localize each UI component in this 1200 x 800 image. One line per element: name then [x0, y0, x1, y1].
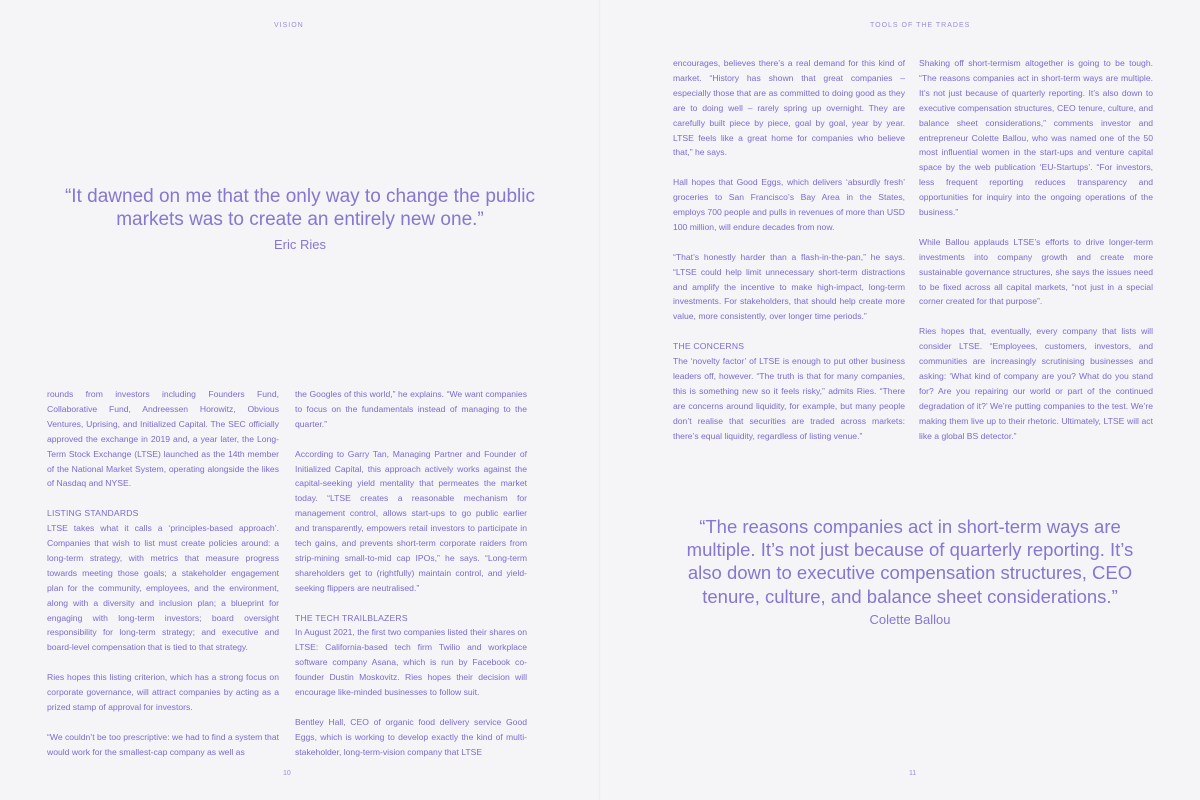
right-page	[600, 0, 1200, 800]
section-heading: THE CONCERNS	[673, 341, 745, 352]
text-column-1	[673, 56, 905, 444]
text-column-2	[919, 56, 1153, 444]
pull-quote	[40, 186, 560, 255]
body-paragraph: “We couldn’t be too prescriptive: we had to find a system that would work for the smallest-cap company as well as	[47, 731, 279, 757]
body-paragraph: the Googles of this world,” he explains. “We want companies to focus on the fundamentals instead of managing to the quarter.”	[295, 389, 527, 429]
pull-quote-author: Colette Ballou	[869, 611, 951, 627]
body-paragraph: The ‘novelty factor’ of LTSE is enough to put other business leaders off, however. “The truth is that for many companies, this is something new so it feels risky,” admits Ries. “There are concerns around liquidity, for example, but many people don’t realise that securities are traded across markets: there’s equal liquidity, regardless of listing venue.”	[673, 356, 905, 441]
body-paragraph: Bentley Hall, CEO of organic food delivery service Good Eggs, which is working to develop exactly the kind of multi-stakeholder, long-term-vision company that LTSE	[295, 716, 527, 757]
running-head: VISION	[274, 22, 304, 29]
running-head: TOOLS OF THE TRADES	[870, 22, 971, 29]
body-paragraph: Hall hopes that Good Eggs, which delivers ‘absurdly fresh’ groceries to San Francisco’s Bay Area in the States, employs 700 people and pulls in revenues of more than USD 100 million, will endure decades from now.	[673, 177, 905, 232]
text-column-2	[295, 387, 527, 760]
body-paragraph: LTSE takes what it calls a ‘principles-based approach’. Companies that wish to list must create policies around: a long-term strategy, with metrics that measure progress towards meeting those goals; a stakeholder engagement plan for the community, employees, and the environment, along with a diversity and inclusion plan; a blueprint for engaging with long-term investors; board oversight responsibility for long-term strategy; and executive and board-level compensation that is tied to that strategy.	[47, 523, 279, 653]
body-paragraph: According to Garry Tan, Managing Partner and Founder of Initialized Capital, this approach actively works against the capital-seeking yield mentality that permeates the market today. “LTSE creates a reasonable mechanism for management control, allows start-ups to go public earlier and transparently, empowers retail investors to participate in tech gains, and prevents short-term corporate raiders from strip-mining small-to-mid cap IPOs,” he says. “Long-term shareholders get to (rightfully) maintain control, and yield-seeking flippers are neutralised.”	[295, 448, 527, 593]
pull-quote	[670, 515, 1150, 630]
pull-quote-text: “The reasons companies act in short-term ways are multiple. It’s not just because of quarterly reporting. It’s also down to executive compensation structures, CEO tenure, culture, and balance sheet considerations.”	[686, 516, 1134, 607]
body-paragraph: Ries hopes that, eventually, every company that lists will consider LTSE. “Employees, customers, investors, and communities are increasingly scrutinising businesses and asking: ‘What kind of company are you? What do you stand for? Are you repairing our world or part of the continued degradation of it?’ We’re putting companies to the test. We’re making them live up to their rhetoric. Ultimately, LTSE will act like a global BS detector.”	[919, 326, 1153, 441]
section-heading: THE TECH TRAILBLAZERS	[295, 612, 408, 623]
text-column-1	[47, 387, 279, 760]
body-paragraph: encourages, believes there’s a real demand for this kind of market. “History has shown that great companies – especially those that are as committed to doing good as they are to doing well – rarely spring up overnight. They are carefully built piece by piece, goal by goal, year by year. LTSE feels like a great home for companies who believe that,” he says.	[673, 58, 905, 158]
page-number: 10	[283, 770, 291, 777]
page-number: 11	[909, 770, 917, 777]
body-paragraph: Ries hopes this listing criterion, which has a strong focus on corporate governance, will attract companies by acting as a prized stamp of approval for investors.	[47, 672, 279, 712]
pull-quote-author: Eric Ries	[273, 237, 326, 252]
body-paragraph: In August 2021, the first two companies listed their shares on LTSE: California-based tech firm Twilio and workplace software company Asana, which is run by Facebook co-founder Dustin Moskovitz. Ries hopes their decision will encourage like-minded businesses to follow suit.	[295, 627, 527, 698]
body-paragraph: “That’s honestly harder than a flash-in-the-pan,” he says. “LTSE could help limit unnecessary short-term distractions and amplify the incentive to make high-impact, long-term investments. For stakeholders, that should help create more value, more consistently, over longer time periods.”	[673, 251, 905, 322]
body-paragraph: While Ballou applauds LTSE’s efforts to drive longer-term investments into company growth and create more sustainable governance structures, she says the issues need to be fixed across all capital markets, “not just in a special corner created for that purpose”.	[919, 236, 1153, 307]
body-paragraph: Shaking off short-termism altogether is going to be tough. “The reasons companies act in short-term ways are multiple. It’s not just because of quarterly reporting. It’s also down to executive compensation structures, CEO tenure, culture, and balance sheet considerations,” comments investor and entrepreneur Colette Ballou, who was named one of the 50 most influential women in the start-ups and venture capital space by the web publication ‘EU-Startups’. “For investors, less frequent reporting reduces transparency and opportunities for inquiry into the ongoing operations of the business.”	[919, 58, 1153, 218]
section-heading: LISTING STANDARDS	[47, 508, 139, 519]
body-paragraph: rounds from investors including Founders Fund, Collaborative Fund, Andreessen Horowitz, Obvious Ventures, Uprising, and Initialized Capital. The SEC officially approved the exchange in 2019 and, a year later, the Long-Term Stock Exchange (LTSE) launched as the 14th member of the National Market System, operating alongside the likes of Nasdaq and NYSE.	[47, 389, 279, 489]
pull-quote-text: “It dawned on me that the only way to change the public markets was to create an entirely new one.”	[64, 186, 536, 230]
